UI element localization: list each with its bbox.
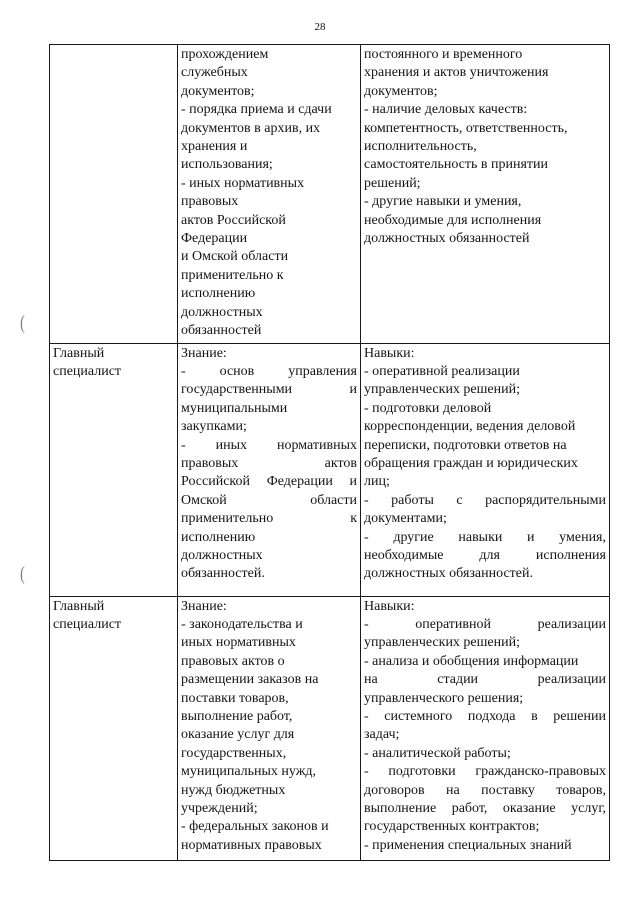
text-line: применительно к [181, 511, 357, 527]
text-line: управленческих решений; [364, 382, 521, 398]
text-line: документов; [181, 83, 255, 99]
text-line: поставки товаров, [181, 690, 289, 706]
text-line: должностных [181, 547, 263, 563]
text-line: - подготовки деловой [364, 400, 492, 416]
text-line: самостоятельность в принятии [364, 157, 549, 173]
text-line: Навыки: [364, 598, 415, 614]
position-cell [50, 596, 178, 860]
text-line: иных нормативных [181, 635, 296, 651]
text-line: муниципальными [181, 400, 288, 416]
knowledge-cell [178, 596, 361, 860]
text-line: выполнение работ, оказание услуг, [364, 800, 606, 816]
knowledge-cell [178, 343, 361, 596]
text-line: Российской Федерации и [181, 474, 357, 490]
text-line: - законодательства и [181, 616, 303, 632]
text-line: Знание: [181, 345, 227, 361]
text-line: управленческого решения; [364, 690, 524, 706]
text-line: необходимые для исполнения [364, 212, 542, 228]
text-line: - работы с распорядительными [364, 492, 606, 508]
text-line: - иных нормативных [181, 437, 357, 453]
text-line: прохождением [181, 47, 269, 62]
text-line: применительно к [181, 267, 284, 283]
text-line: задач; [364, 727, 400, 743]
text-line: - порядка приема и сдачи [181, 102, 332, 118]
text-line: Знание: [181, 598, 227, 614]
text-line: государственными и [181, 382, 357, 398]
text-line: корреспонденции, ведения деловой [364, 419, 576, 435]
text-line: - основ управления [181, 363, 357, 379]
text-line: Федерации [181, 231, 248, 247]
text-line: - аналитической работы; [364, 745, 511, 761]
text-line: и Омской области [181, 249, 289, 265]
text-line: правовых актов о [181, 653, 285, 669]
text-line: исполнительность, [364, 139, 477, 155]
table-row [50, 596, 610, 860]
table-row [50, 45, 610, 344]
text-line: необходимые для исполнения [364, 547, 606, 563]
text-line: - наличие деловых качеств: [364, 102, 528, 118]
text-line: должностных обязанностей [364, 231, 530, 247]
text-line: управленческих решений; [364, 635, 521, 651]
text-line: нужд бюджетных [181, 782, 286, 798]
margin-punch-mark: ( [20, 563, 25, 585]
text-line: обращения граждан и юридических [364, 455, 578, 471]
text-line: специалист [53, 616, 122, 632]
text-line: решений; [364, 175, 421, 191]
text-line: Омской области [181, 492, 357, 508]
text-line: компетентность, ответственность, [364, 120, 568, 136]
position-cell [50, 343, 178, 596]
skills-cell [361, 596, 610, 860]
skills-cell [361, 45, 610, 344]
text-line: оказание услуг для [181, 727, 295, 743]
text-line: - анализа и обобщения информации [364, 653, 579, 669]
text-line: исполнению [181, 286, 256, 302]
table-row [50, 343, 610, 596]
qualification-requirements-table [49, 44, 610, 861]
text-line: исполнению [181, 529, 256, 545]
text-line: - оперативной реализации [364, 616, 606, 632]
text-line: выполнение работ, [181, 708, 293, 724]
text-line: переписки, подготовки ответов на [364, 437, 567, 453]
text-line: государственных, [181, 745, 287, 761]
text-line: Навыки: [364, 345, 415, 361]
text-line: - применения специальных знаний [364, 837, 572, 853]
text-line: использования; [181, 157, 273, 173]
text-line: - другие навыки и умения, [364, 194, 522, 210]
text-line: муниципальных нужд, [181, 764, 317, 780]
text-line: Главный [53, 598, 105, 614]
text-line: - федеральных законов и [181, 819, 329, 835]
text-line: должностных [181, 304, 263, 320]
text-line: постоянного и временного [364, 47, 523, 62]
text-line: актов Российской [181, 212, 286, 228]
text-line: документов; [364, 83, 438, 99]
text-line: должностных обязанностей. [364, 566, 533, 582]
text-line: правовых [181, 194, 239, 210]
text-line: - оперативной реализации [364, 363, 520, 379]
text-line: хранения и [181, 139, 248, 155]
text-line: - другие навыки и умения, [364, 529, 606, 545]
text-line: лиц; [364, 474, 390, 490]
skills-cell [361, 343, 610, 596]
text-line: документов в архив, их [181, 120, 321, 136]
text-line: закупками; [181, 419, 247, 435]
text-line: обязанностей [181, 323, 262, 339]
text-line: государственных контрактов; [364, 819, 540, 835]
text-line: служебных [181, 65, 248, 81]
text-line: Главный [53, 345, 105, 361]
text-line: договоров на поставку товаров, [364, 782, 606, 798]
text-line: обязанностей. [181, 566, 265, 582]
text-line: на стадии реализации [364, 672, 606, 688]
knowledge-cell [178, 45, 361, 344]
margin-punch-mark: ( [20, 312, 25, 334]
text-line: - системного подхода в решении [364, 708, 606, 724]
page-number: 28 [314, 21, 326, 33]
text-line: - подготовки гражданско-правовых [364, 764, 606, 780]
text-line: - иных нормативных [181, 175, 305, 191]
text-line: специалист [53, 363, 122, 379]
text-line: размещении заказов на [181, 672, 319, 688]
text-line: хранения и актов уничтожения [364, 65, 549, 81]
text-line: правовых актов [181, 455, 357, 471]
text-line: документами; [364, 511, 447, 527]
text-line: учреждений; [181, 800, 258, 816]
text-line: нормативных правовых [181, 837, 322, 853]
position-cell [50, 45, 178, 344]
